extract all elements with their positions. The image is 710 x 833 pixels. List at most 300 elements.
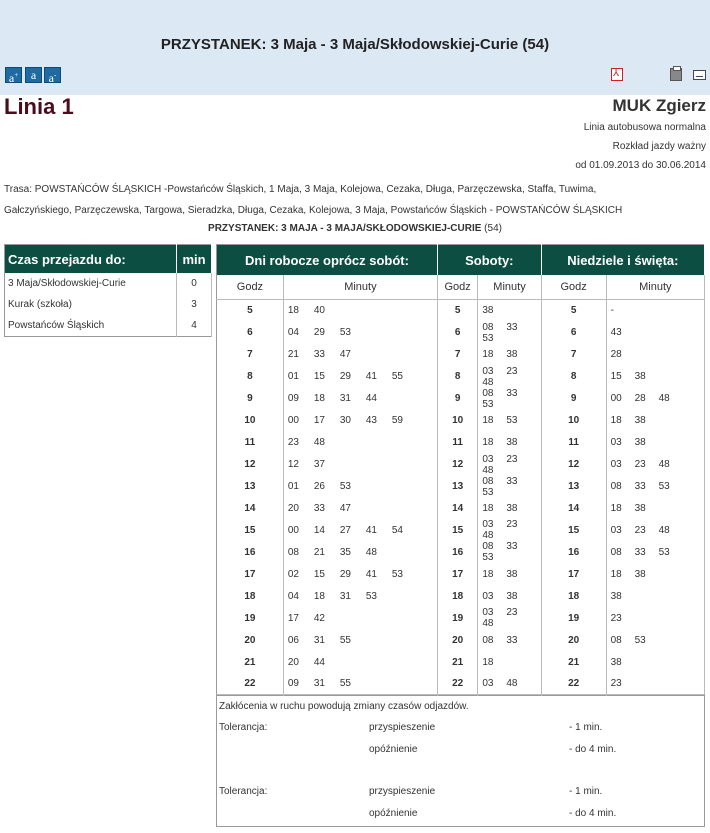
minute-value: 23 — [506, 365, 518, 377]
minute-value: 53 — [339, 327, 351, 339]
minute-value: 33 — [506, 475, 518, 487]
minute-value: 03 — [482, 519, 494, 531]
saturday-hour: 5 — [437, 300, 477, 322]
minute-value: 04 — [287, 327, 299, 339]
minute-value: 38 — [634, 415, 646, 427]
saturday-minutes — [478, 454, 541, 476]
hour-column-header: Godz — [437, 275, 477, 300]
sunday-hour: 6 — [541, 322, 606, 344]
minute-value: 43 — [610, 327, 622, 339]
minute-value: 53 — [482, 398, 494, 410]
minute-value: 54 — [391, 524, 403, 536]
minute-value: 33 — [506, 321, 518, 333]
pdf-icon[interactable] — [611, 68, 623, 81]
delay-label: opóźnienie — [369, 744, 418, 755]
minute-value: 37 — [313, 459, 325, 471]
table-row — [217, 498, 705, 520]
table-row — [217, 519, 705, 541]
minute-value: 53 — [339, 481, 351, 493]
weekday-minutes — [283, 388, 437, 410]
minute-value: 33 — [313, 503, 325, 514]
minute-value: 18 — [610, 568, 622, 580]
minute-value: 38 — [634, 437, 646, 449]
minute-value: 29 — [339, 568, 351, 580]
sunday-hour: 10 — [541, 410, 606, 432]
minute-value: 03 — [610, 524, 622, 536]
sunday-minutes — [606, 432, 704, 454]
weekday-minutes — [283, 498, 437, 520]
minute-value: 53 — [391, 568, 403, 580]
minute-value: 38 — [634, 503, 646, 514]
table-row — [217, 366, 705, 388]
minute-value: 33 — [634, 546, 646, 558]
saturday-hour: 13 — [437, 476, 477, 498]
minute-value: 08 — [610, 481, 622, 493]
saturday-minutes — [478, 607, 541, 629]
sunday-hour: 12 — [541, 454, 606, 476]
minute-value: 38 — [506, 503, 518, 514]
sunday-hour: 17 — [541, 563, 606, 585]
saturday-hour: 19 — [437, 607, 477, 629]
saturday-section-header: Soboty: — [437, 245, 541, 276]
saturday-minutes — [478, 498, 541, 520]
minute-value: 23 — [506, 607, 518, 619]
sunday-hour: 13 — [541, 476, 606, 498]
weekday-hour: 22 — [217, 673, 284, 695]
sunday-minutes — [606, 519, 704, 541]
travel-min: 4 — [177, 315, 212, 337]
minute-value: 31 — [313, 678, 325, 690]
valid-range: od 01.09.2013 do 30.06.2014 — [575, 160, 706, 171]
weekday-minutes — [283, 300, 437, 322]
minute-value: 38 — [634, 568, 646, 580]
weekday-minutes — [283, 563, 437, 585]
minute-value: 31 — [339, 590, 351, 602]
minute-value: 53 — [482, 332, 494, 344]
travel-min: 3 — [177, 294, 212, 315]
minute-value: 09 — [287, 393, 299, 405]
weekday-hour: 9 — [217, 388, 284, 410]
minute-value: 23 — [287, 437, 299, 449]
disruption-note: Zakłócenia w ruchu powodują zmiany czasów odjazdów. — [219, 701, 469, 712]
weekday-hour: 19 — [217, 607, 284, 629]
weekday-minutes — [283, 454, 437, 476]
table-row — [217, 410, 705, 432]
saturday-hour: 14 — [437, 498, 477, 520]
minute-value: 06 — [287, 634, 299, 646]
minute-value: 30 — [339, 415, 351, 427]
minute-value: 53 — [658, 481, 670, 493]
sunday-hour: 14 — [541, 498, 606, 520]
saturday-minutes — [478, 410, 541, 432]
table-row — [217, 454, 705, 476]
minute-value: 08 — [482, 387, 494, 399]
sunday-hour: 11 — [541, 432, 606, 454]
acceleration-label: przyspieszenie — [369, 722, 436, 733]
saturday-minutes — [478, 366, 541, 388]
font-size-normal-button[interactable]: a — [25, 67, 42, 83]
saturday-hour: 21 — [437, 651, 477, 673]
weekday-minutes — [283, 585, 437, 607]
minute-value: 18 — [482, 437, 494, 449]
sunday-hour: 20 — [541, 629, 606, 651]
sunday-hour: 18 — [541, 585, 606, 607]
sunday-hour: 7 — [541, 344, 606, 366]
minute-value: 41 — [365, 371, 377, 383]
weekday-hour: 10 — [217, 410, 284, 432]
travel-time-table — [4, 244, 212, 337]
sunday-minutes — [606, 344, 704, 366]
minute-value: 12 — [287, 459, 299, 471]
hour-column-header: Godz — [217, 275, 284, 300]
weekday-hour: 15 — [217, 519, 284, 541]
weekday-hour: 20 — [217, 629, 284, 651]
minute-value: 48 — [482, 530, 494, 542]
sunday-hour: 22 — [541, 673, 606, 695]
saturday-hour: 15 — [437, 519, 477, 541]
minute-value: 18 — [482, 415, 494, 427]
weekday-minutes — [283, 519, 437, 541]
saturday-minutes — [478, 541, 541, 563]
sunday-minutes — [606, 454, 704, 476]
minute-value: 08 — [482, 475, 494, 487]
minute-value: 15 — [610, 371, 622, 383]
travel-stop: 3 Maja/Skłodowskiej-Curie — [5, 273, 177, 294]
minute-value: 55 — [391, 371, 403, 383]
minute-value: 03 — [482, 590, 494, 602]
minute-value: 38 — [506, 437, 518, 449]
weekday-hour: 5 — [217, 300, 284, 322]
operator-name: MUK Zgierz — [612, 96, 706, 115]
minute-value: 38 — [610, 590, 622, 602]
minute-value: 33 — [506, 387, 518, 399]
sunday-hour: 16 — [541, 541, 606, 563]
sunday-hour: 15 — [541, 519, 606, 541]
sunday-minutes — [606, 629, 704, 651]
stop-number: (54) — [484, 223, 502, 234]
minute-value: 53 — [658, 546, 670, 558]
weekday-hour: 13 — [217, 476, 284, 498]
minute-value: 23 — [610, 678, 622, 690]
minute-value: 38 — [506, 349, 518, 361]
minute-value: 55 — [339, 634, 351, 646]
minute-value: 00 — [610, 393, 622, 405]
saturday-hour: 16 — [437, 541, 477, 563]
minute-value: 42 — [313, 612, 325, 624]
saturday-hour: 12 — [437, 454, 477, 476]
sunday-hour: 9 — [541, 388, 606, 410]
minute-value: 38 — [634, 371, 646, 383]
saturday-minutes — [478, 476, 541, 498]
minute-value: 15 — [313, 371, 325, 383]
sunday-minutes — [606, 585, 704, 607]
weekday-minutes — [283, 432, 437, 454]
acceleration-value: - 1 min. — [569, 722, 603, 733]
weekday-minutes — [283, 629, 437, 651]
minute-value: 18 — [610, 503, 622, 514]
saturday-minutes — [478, 388, 541, 410]
minute-value: 53 — [365, 590, 377, 602]
minute-value: 31 — [313, 634, 325, 646]
sunday-minutes — [606, 498, 704, 520]
minute-value: 03 — [610, 459, 622, 471]
minute-value: 47 — [339, 503, 351, 514]
minute-value: 09 — [287, 678, 299, 690]
minute-value: 08 — [482, 541, 494, 553]
tolerance-label: Tolerancja: — [219, 786, 268, 797]
minute-value: 38 — [506, 590, 518, 602]
print-icon[interactable] — [670, 68, 682, 81]
weekday-minutes — [283, 344, 437, 366]
saturday-hour: 6 — [437, 322, 477, 344]
weekday-hour: 6 — [217, 322, 284, 344]
sunday-hour: 8 — [541, 366, 606, 388]
saturday-minutes — [478, 585, 541, 607]
minute-value: 01 — [287, 481, 299, 493]
delay-value: - do 4 min. — [569, 808, 617, 819]
travel-stop: Kurak (szkoła) — [5, 294, 177, 315]
minute-value: 48 — [482, 618, 494, 630]
minute-value: 08 — [610, 634, 622, 646]
minute-value: 02 — [287, 568, 299, 580]
sunday-minutes — [606, 476, 704, 498]
minute-value: 23 — [634, 459, 646, 471]
minute-value: 08 — [482, 321, 494, 333]
table-row — [217, 607, 705, 629]
weekday-hour: 8 — [217, 366, 284, 388]
sunday-minutes — [606, 563, 704, 585]
travel-min: 0 — [177, 273, 212, 294]
minute-value: 33 — [506, 541, 518, 553]
weekday-minutes — [283, 607, 437, 629]
minute-value: 44 — [365, 393, 377, 405]
saturday-hour: 22 — [437, 673, 477, 695]
weekday-minutes — [283, 366, 437, 388]
saturday-minutes — [478, 432, 541, 454]
minute-value: 35 — [339, 546, 351, 558]
table-row — [5, 315, 212, 337]
saturday-hour: 8 — [437, 366, 477, 388]
stop-heading — [0, 223, 710, 234]
sunday-hour: 19 — [541, 607, 606, 629]
page-title: PRZYSTANEK: 3 Maja - 3 Maja/Skłodowskiej-Curie (54) — [160, 36, 550, 53]
tolerance-label: Tolerancja: — [219, 722, 268, 733]
timetable-footer — [216, 694, 705, 827]
stop-name: PRZYSTANEK: 3 MAJA - 3 MAJA/SKŁODOWSKIEJ-CURIE — [208, 223, 482, 234]
minute-value: 41 — [365, 524, 377, 536]
minute-value: 20 — [287, 656, 299, 668]
minute-value: 55 — [339, 678, 351, 690]
valid-label: Rozkład jazdy ważny — [612, 141, 706, 152]
minute-value: 01 — [287, 371, 299, 383]
minute-value: 08 — [610, 546, 622, 558]
table-row — [217, 541, 705, 563]
weekday-minutes — [283, 541, 437, 563]
weekday-hour: 16 — [217, 541, 284, 563]
minute-value: 08 — [287, 546, 299, 558]
table-row — [217, 629, 705, 651]
page-header — [0, 0, 710, 95]
table-row — [217, 585, 705, 607]
minute-value: 29 — [313, 327, 325, 339]
minute-value: 48 — [365, 546, 377, 558]
sunday-minutes — [606, 322, 704, 344]
saturday-minutes — [478, 629, 541, 651]
sunday-minutes — [606, 300, 704, 322]
table-row — [5, 294, 212, 315]
minute-value: 53 — [506, 415, 518, 427]
sunday-hour: 5 — [541, 300, 606, 322]
table-row — [217, 563, 705, 585]
minute-value: 21 — [287, 349, 299, 361]
minute-value: 23 — [610, 612, 622, 624]
minute-value: 44 — [313, 656, 325, 668]
minute-value: 23 — [506, 453, 518, 465]
sunday-hour: 21 — [541, 651, 606, 673]
route-line-1: Trasa: POWSTAŃCÓW ŚLĄSKICH -Powstańców Śląskich, 1 Maja, 3 Maja, Kolejowa, Cezaka, Długa, Parzęczewska, Staffa, Tuwima, — [4, 184, 597, 195]
minute-value: 18 — [313, 590, 325, 602]
table-row — [217, 651, 705, 673]
weekday-minutes — [283, 476, 437, 498]
table-row — [217, 322, 705, 344]
minute-value: 18 — [482, 656, 494, 668]
minute-value: 18 — [482, 349, 494, 361]
minute-value: 48 — [658, 393, 670, 405]
minutes-column-header: Minuty — [478, 275, 541, 300]
minute-value: 48 — [506, 678, 518, 690]
minute-value: 03 — [482, 365, 494, 377]
minute-value: 03 — [610, 437, 622, 449]
delay-value: - do 4 min. — [569, 744, 617, 755]
minute-value: 48 — [658, 459, 670, 471]
weekday-hour: 14 — [217, 498, 284, 520]
weekday-hour: 12 — [217, 454, 284, 476]
travel-stop: Powstańców Śląskich — [5, 315, 177, 337]
saturday-minutes — [478, 519, 541, 541]
sunday-section-header: Niedziele i święta: — [541, 245, 704, 276]
minute-value: 21 — [313, 546, 325, 558]
saturday-hour: 18 — [437, 585, 477, 607]
weekday-hour: 21 — [217, 651, 284, 673]
route-description — [4, 179, 704, 221]
minute-value: 08 — [482, 634, 494, 646]
travel-min-header: min — [177, 245, 212, 274]
sunday-minutes — [606, 366, 704, 388]
sunday-minutes — [606, 651, 704, 673]
minute-value: 03 — [482, 453, 494, 465]
weekday-hour: 18 — [217, 585, 284, 607]
saturday-minutes — [478, 651, 541, 673]
minute-value: 29 — [339, 371, 351, 383]
minute-value: 48 — [313, 437, 325, 449]
sunday-minutes — [606, 410, 704, 432]
timetable-grid — [216, 244, 705, 696]
minute-value: 23 — [634, 524, 646, 536]
weekday-minutes — [283, 673, 437, 695]
saturday-hour: 10 — [437, 410, 477, 432]
minute-value: 03 — [482, 678, 494, 690]
table-row — [217, 673, 705, 695]
minute-value: 43 — [365, 415, 377, 427]
minute-value: 17 — [287, 612, 299, 624]
email-icon[interactable] — [693, 70, 706, 80]
minute-value: 26 — [313, 481, 325, 493]
minute-value: 53 — [634, 634, 646, 646]
saturday-hour: 17 — [437, 563, 477, 585]
table-row — [217, 432, 705, 454]
minute-value: 17 — [313, 415, 325, 427]
table-row — [217, 344, 705, 366]
font-size-small-button[interactable]: a- — [44, 67, 61, 83]
minutes-column-header: Minuty — [606, 275, 704, 300]
weekday-hour: 17 — [217, 563, 284, 585]
minute-value: - — [610, 305, 614, 317]
minute-value: 48 — [482, 376, 494, 388]
saturday-minutes — [478, 673, 541, 695]
saturday-minutes — [478, 300, 541, 322]
minute-value: 48 — [482, 464, 494, 476]
minute-value: 40 — [313, 305, 325, 317]
minute-value: 20 — [287, 503, 299, 514]
saturday-hour: 7 — [437, 344, 477, 366]
minute-value: 00 — [287, 524, 299, 536]
minute-value: 38 — [506, 568, 518, 580]
minute-value: 38 — [610, 656, 622, 668]
minutes-column-header: Minuty — [283, 275, 437, 300]
minute-value: 03 — [482, 607, 494, 619]
minute-value: 28 — [610, 349, 622, 361]
minute-value: 41 — [365, 568, 377, 580]
minute-value: 27 — [339, 524, 351, 536]
minute-value: 47 — [339, 349, 351, 361]
hour-column-header: Godz — [541, 275, 606, 300]
sunday-minutes — [606, 607, 704, 629]
minute-value: 59 — [391, 415, 403, 427]
minute-value: 31 — [339, 393, 351, 405]
travel-header: Czas przejazdu do: — [5, 245, 177, 274]
minute-value: 18 — [313, 393, 325, 405]
saturday-minutes — [478, 322, 541, 344]
minute-value: 33 — [313, 349, 325, 361]
minute-value: 18 — [610, 415, 622, 427]
minute-value: 14 — [313, 524, 325, 536]
weekday-minutes — [283, 410, 437, 432]
route-line-2: Gałczyńskiego, Parzęczewska, Targowa, Sieradzka, Długa, Cezaka, Kolejowa, 3 Maja, Powstańców Śląskich - POWSTAŃCÓW ŚLĄSKICH — [4, 205, 623, 216]
table-row — [217, 300, 705, 322]
line-type: Linia autobusowa normalna — [583, 122, 706, 133]
minute-value: 38 — [482, 305, 494, 317]
minute-value: 15 — [313, 568, 325, 580]
table-row — [217, 388, 705, 410]
font-size-large-button[interactable]: a+ — [5, 67, 22, 83]
minute-value: 04 — [287, 590, 299, 602]
minute-value: 53 — [482, 486, 494, 498]
acceleration-label: przyspieszenie — [369, 786, 436, 797]
sunday-minutes — [606, 541, 704, 563]
minute-value: 18 — [482, 568, 494, 580]
minute-value: 00 — [287, 415, 299, 427]
saturday-hour: 11 — [437, 432, 477, 454]
saturday-minutes — [478, 563, 541, 585]
minute-value: 33 — [634, 481, 646, 493]
line-name: Linia 1 — [4, 94, 74, 119]
minute-value: 28 — [634, 393, 646, 405]
minute-value: 23 — [506, 519, 518, 531]
minute-value: 48 — [658, 524, 670, 536]
weekday-minutes — [283, 651, 437, 673]
minute-value: 53 — [482, 552, 494, 564]
table-row — [217, 476, 705, 498]
